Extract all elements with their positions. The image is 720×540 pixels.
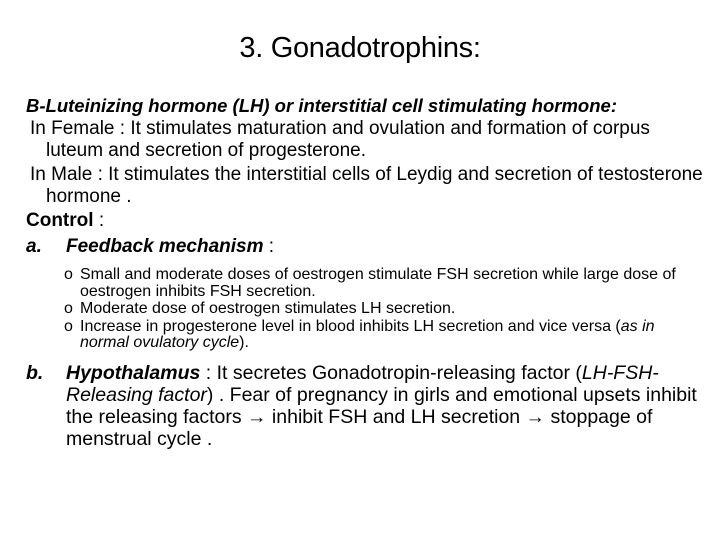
bullet-text: Small and moderate doses of oestrogen stimulate FSH secretion while large dose of oestrogen inhibits FSH secretion. — [80, 266, 676, 300]
hypothalamus-text: : It secretes Gonadotropin-releasing factor ( — [200, 361, 582, 384]
control-heading — [26, 210, 706, 232]
bullet-marker: o — [64, 317, 73, 335]
hypothalamus-label: Hypothalamus — [66, 361, 201, 384]
list-item — [64, 301, 706, 318]
feedback-heading — [66, 236, 274, 258]
content — [26, 96, 706, 450]
feedback-bullet-list — [64, 267, 706, 352]
bullet-marker: o — [64, 266, 73, 283]
bullet-text: Moderate dose of oestrogen stimulates LH secretion. — [80, 300, 456, 317]
hypothalamus-italic: LH-FSH-Releasing factor — [66, 361, 659, 406]
feedback-letter: a. — [26, 236, 42, 257]
bullet-end-text: ). — [239, 334, 249, 351]
lh-heading: B-Luteinizing hormone (LH) or interstitial cell stimulating hormone: — [26, 95, 617, 116]
feedback-label: Feedback mechanism — [66, 236, 264, 257]
hypothalamus-item — [26, 362, 706, 450]
page-title: 3. Gonadotrophins: — [239, 32, 481, 64]
control-suffix: : — [93, 210, 105, 231]
feedback-item — [26, 236, 706, 258]
control-label: Control — [26, 210, 94, 231]
hypothalamus-rest: ) . Fear of pregnancy in girls and emotional upsets inhibit the releasing factors → inhibit FSH and LH secretion → stoppage of menstrual cycle . — [66, 383, 697, 450]
bullet-marker: o — [64, 300, 73, 317]
bullet-text: Increase in progesterone level in blood inhibits LH secretion and vice versa ( — [80, 317, 621, 335]
hypothalamus-letter: b. — [26, 361, 44, 384]
male-paragraph: In Male : It stimulates the interstitial cells of Leydig and secretion of testosterone hormone . — [30, 164, 703, 207]
bullet-italic-text: as in normal ovulatory cycle — [80, 317, 655, 351]
list-item — [64, 267, 706, 300]
list-item — [64, 319, 706, 352]
hypothalamus-body — [66, 362, 706, 450]
female-paragraph: In Female : It stimulates maturation and ovulation and formation of corpus luteum and secretion of progesterone. — [30, 118, 650, 161]
feedback-suffix: : — [263, 236, 275, 257]
